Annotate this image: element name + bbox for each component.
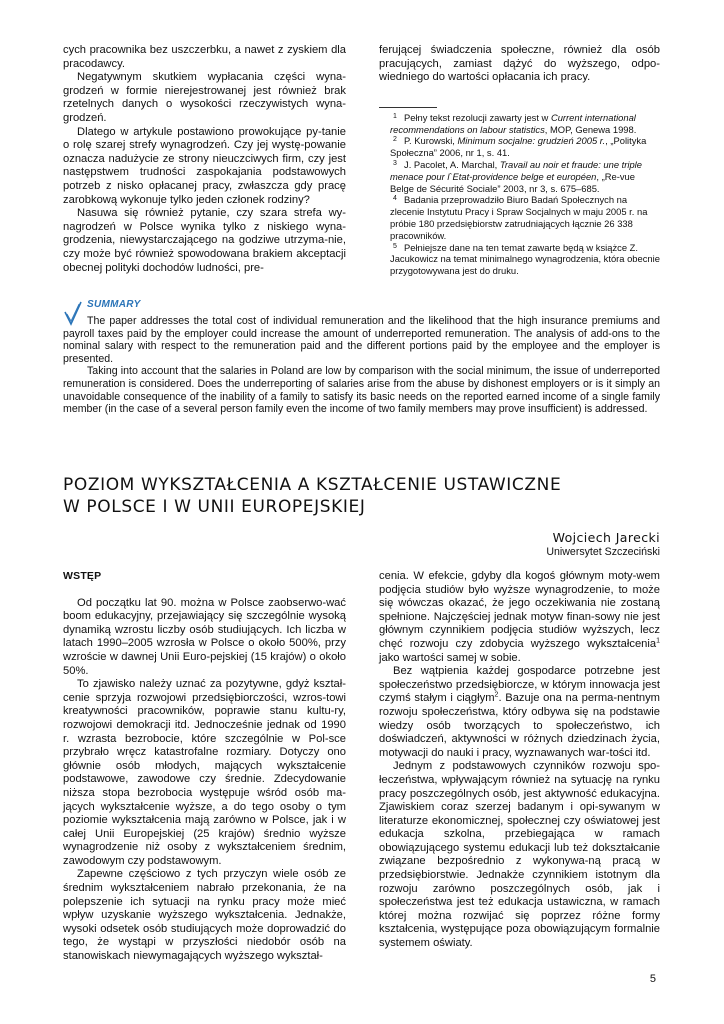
paragraph: Negatywnym skutkiem wypłacania części wyna-grodzeń w formie nierejestrowanej jest również brak rzetelnych danych o wysokości rzeczywistych wyna-grodzeń. <box>63 71 346 124</box>
summary-text <box>63 315 660 416</box>
paragraph: The paper addresses the total cost of individual remuneration and the likelihood that the high insurance premiums and payroll taxes paid by the employer could increase the amount of underreported remuneration. The analysis of add-ons to the nominal salary with respect to the remuneration paid and the different portions paid by the employee and the employer is presented. <box>63 315 660 365</box>
author-block <box>546 530 660 558</box>
top-left-column <box>63 44 346 275</box>
paragraph: Nasuwa się również pytanie, czy szara strefa wy-nagrodzeń w Polsce wynika tylko z niskiego wyna-grodzenia, niewystarczającego na godziwe utrzyma-nie, czy może być również spowodowana brakiem akceptacji obecnej polityki dochodów ludności, pre- <box>63 207 346 274</box>
paragraph: Bez wątpienia każdej gospodarce potrzebne jest społeczeństwo przedsiębiorcze, w którym innowacja jest czymś stałym i ciągłym$^2$. Bazuje ona na perma-nentnym rozwoju społeczeństwa, który odbywa się na podstawie wiedzy osób tworzących to społeczeństwo, ich doświadczeń, aktywności w różnych dziedzinach życia, motywacji do nauki i pracy, wyznawanych war-tości itd. <box>379 665 660 759</box>
summary-heading: SUMMARY <box>87 299 141 310</box>
paragraph: Dlatego w artykule postawiono prowokujące py-tanie o rolę szarej strefy wynagrodzeń. Czy jej wystę-powanie oznacza nadużycie ze strony nieuczciwych firm, czy jest następstwem trudności zaspokajania podstawowych potrzeb z nisko opłacanej pracy, zwłaszcza gdy pracę zarobkową wykonuje tylko jeden członek rodziny? <box>63 125 346 206</box>
paragraph: Zapewne częściowo z tych przyczyn wiele osób ze średnim wykształceniem nabrało przekonania, że na polepszenie ich sytuacji na rynku pracy może mieć wpływ uzyskanie wyższego wykształcenia. Jednakże, wysoki odsetek osób studiujących może doprowadzić do tego, że wystąpi w przyszłości niedobór osób na stanowiskach niewymagających wyższego wykształ- <box>63 868 346 963</box>
author-affiliation: Uniwersytet Szczeciński <box>546 546 660 558</box>
top-right-column <box>379 44 660 277</box>
title-line: W POLSCE I W UNII EUROPEJSKIEJ <box>63 497 366 517</box>
paragraph: Jednym z podstawowych czynników rozwoju spo-łeczeństwa, wpływającym również na sytuację na rynku pracy poszczególnych osób, jest aktywność edukacyjna. Zjawiskiem coraz szerzej badanym i opi-sywanym w literaturze ekonomicznej, społecznej czy oświatowej jest edukacja szkolna, przebiegająca w ramach obowiązującego systemu edukacji lub też dokształcanie związane bezpośrednio z wykonywa-ną pracą w przedsiębiorstwie. Jednakże czynnikiem istotnym dla rozwoju zarówno poszczególnych osób, jak i społeczeństwa jest też edukacja ustawiczna, w ramach której można rozwijać się poprzez różne formy kształcenia, występujące poza obowiązującym formalnie systemem oświaty. <box>379 760 660 950</box>
footnote-divider <box>379 107 437 108</box>
footnote: 5 Pełniejsze dane na ten temat zawarte będą w książce Z. Jacukowicz na temat minimalnego wynagrodzenia, która obecnie przygotowywana jest do druku. <box>390 241 660 277</box>
footnote: 1 Pełny tekst rezolucji zawarty jest w Current international recommendations on labour statistics, MOP, Genewa 1998. <box>390 111 637 135</box>
article-title <box>63 474 623 518</box>
footnote-ref[interactable]: 1 <box>656 637 660 645</box>
footnote: 2 P. Kurowski, Minimum socjalne: grudzień 2005 r., „Polityka Społeczna” 2006, nr 1, s. 41. <box>390 135 647 159</box>
article-left-column <box>63 570 346 964</box>
page-number: 5 <box>649 973 656 985</box>
title-line: POZIOM WYKSZTAŁCENIA A KSZTAŁCENIE USTAWICZNE <box>63 475 562 495</box>
paragraph: cenia. W efekcie, gdyby dla kogoś głównym moty-wem podjęcia studiów było wyższe wynagrodzenie, to może się wówczas okazać, że jego oczekiwania nie zostaną spełnione. Najczęściej jednak motyw finan-sowy nie jest głównym czynnikiem podjęcia studiów wyższych, lecz chęć rozwoju czy zdobycia wyższego wykształcenia$^1$ jako wartości samej w sobie. <box>379 570 660 664</box>
section-heading: WSTĘP <box>63 570 102 582</box>
paragraph: ferującej świadczenia społeczne, również dla osób pracujących, zamiast dążyć do wyższego, odpo-wiedniego do wartości opłacania ich pracy. <box>379 44 660 84</box>
paragraph: To zjawisko należy uznać za pozytywne, gdyż kształ-cenie sprzyja rozwojowi przedsiębiorczości, wzros-towi kreatywności pracowników, poprawie stanu kultu-ry, rozwojowi demokracji itd. Jednocześnie jednak od 1990 r. wzrasta bezrobocie, które szczególnie w Pol-sce przybrało wręcz katastrofalne rozmiary. Dotyczy ono głównie osób młodych, mających wykształcenie podstawowe, zawodowe czy średnie. Zdecydowanie niższa stopa bezrobocia występuje wśród osób ma-jących wykształcenie wyższe, a do tego osoby o tym poziomie wykształcenia mają zarówno w Polsce, jak i w całej Unii Europejskiej (25 krajów) średnio wyższe wynagrodzenie niż osoby z wykształceniem średnim, zawodowym czy podstawowym. <box>63 678 346 867</box>
footnote: 3 J. Pacolet, A. Marchal, Travail au noir et fraude: une triple menace pour l`Etat-providence belge et européen, „Re-vue Belge de Sécurité Sociale” 2003, nr 3, s. 675–685. <box>390 158 642 194</box>
footnotes <box>379 112 660 277</box>
footnote: 4 Badania przeprowadziło Biuro Badań Społecznych na zlecenie Instytutu Pracy i Spraw Socjalnych w maju 2005 r. na próbie 180 przedsiębiorstw zatrudniających łącznie 26 338 pracowników. <box>390 194 648 241</box>
article-right-column <box>379 570 660 951</box>
paragraph: Od początku lat 90. można w Polsce zaobserwo-wać boom edukacyjny, przejawiający się szczególnie wysoką dynamiką wzrostu liczby osób studiujących. Ich liczba w latach 1990–2005 wzrosła w Polsce o około 500%, przy wzroście w dawnej Unii Euro-pejskiej (15 krajów) o około 50%. <box>63 596 346 677</box>
paragraph: cych pracownika bez uszczerbku, a nawet z zyskiem dla pracodawcy. <box>63 44 346 70</box>
paragraph: Taking into account that the salaries in Poland are low by comparison with the social minimum, the issue of underreported remuneration is considered. Does the underreporting of salaries arise from the abuse by dishonest employers or is it simply an unavoidable consequence of the inability of a family to satisfy its basic needs on the reported earned income of a single family member (in the case of a several person family even the income of two family members may prove insufficient) is addressed. <box>63 365 660 416</box>
author-name: Wojciech Jarecki <box>552 530 660 545</box>
footnote-ref[interactable]: 2 <box>494 691 499 699</box>
